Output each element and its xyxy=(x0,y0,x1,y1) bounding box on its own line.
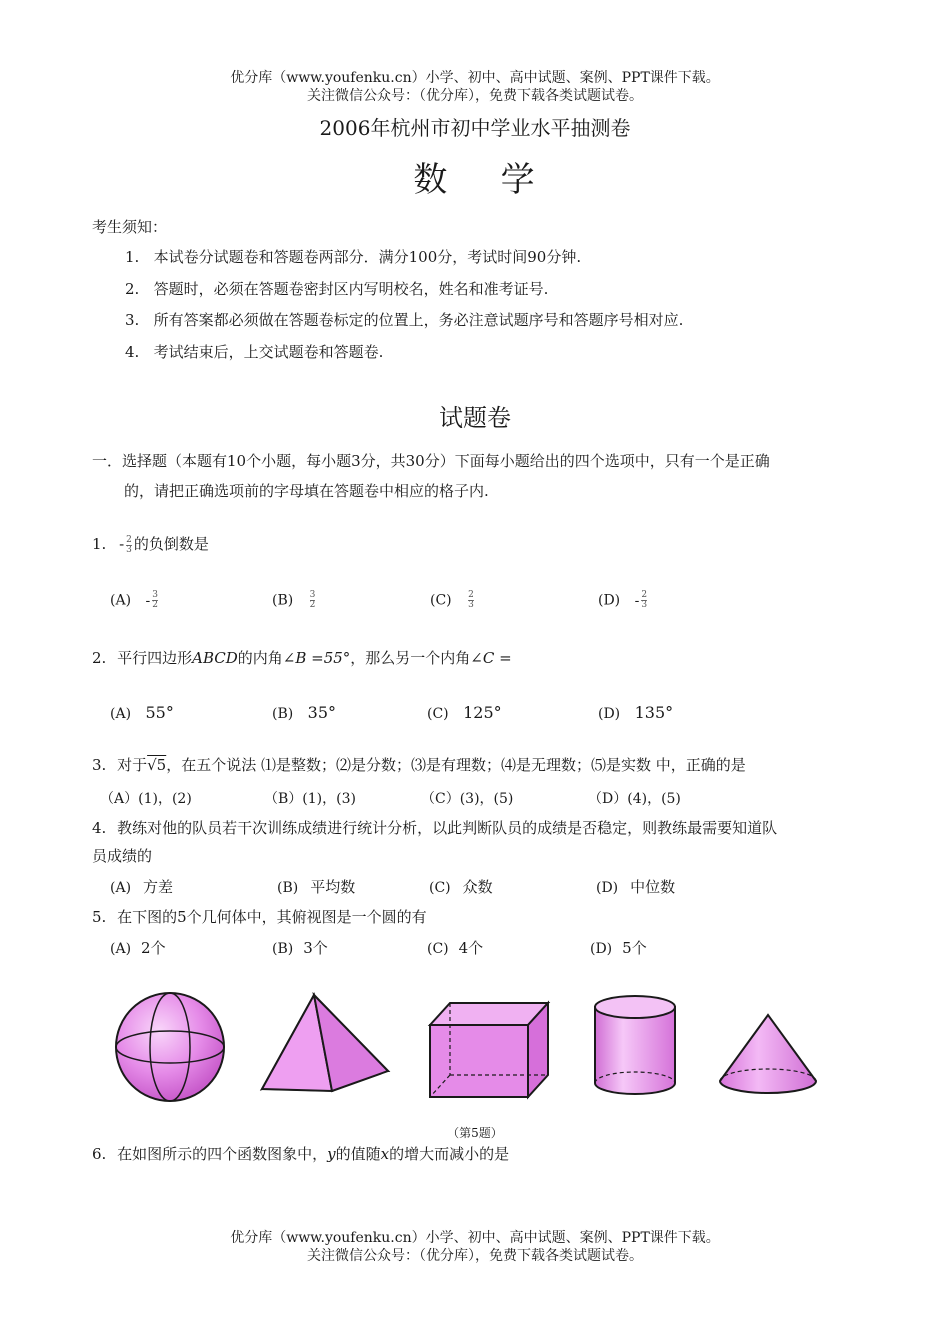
question-4-line2: 员成绩的 xyxy=(92,847,153,865)
q4-option-b: (B) 平均数 xyxy=(277,878,356,896)
q4-option-c: (C) 众数 xyxy=(429,878,493,896)
exam-subject: 数 学 xyxy=(413,160,537,200)
question-number: 6. xyxy=(92,1145,107,1163)
q3-option-a: （A）(1)，(2) xyxy=(100,791,192,807)
q1-option-c: (C) $\frac{2}{3}$ xyxy=(430,590,474,610)
q1-option-a: (A) - $\frac{3}{2}$ xyxy=(110,590,158,610)
q5-solids-figure xyxy=(100,985,840,1120)
cylinder-shape xyxy=(595,996,675,1094)
question-number: 5. xyxy=(92,908,107,926)
q5-option-a: (A) 2个 xyxy=(110,939,166,957)
part1-instruction-line1: 一．选择题（本题有10个小题，每小题3分，共30分）下面每小题给出的四个选项中，只有一个是正确 xyxy=(92,452,770,470)
q5-figure-caption: （第5题） xyxy=(447,1126,503,1140)
q6-var-y: y xyxy=(327,1145,336,1163)
sphere-shape xyxy=(116,993,224,1101)
notice-item: 4. 考试结束后，上交试题卷和答题卷. xyxy=(125,343,384,361)
cone-shape xyxy=(720,1015,816,1093)
cube-shape xyxy=(430,1003,548,1097)
q4-option-a: (A) 方差 xyxy=(110,878,174,896)
question-2: 2. 平行四边形ABCD的内角∠B =55°，那么另一个内角∠C = xyxy=(92,649,512,667)
header-line-1: 优分库（www.youfenku.cn）小学、初中、高中试题、案例、PPT课件下载。 xyxy=(230,70,720,86)
q1-sign: - xyxy=(119,535,125,553)
notice-item: 1. 本试卷分试题卷和答题卷两部分．满分100分，考试时间90分钟. xyxy=(125,248,582,266)
header-line-2: 关注微信公众号：（优分库），免费下载各类试题试卷。 xyxy=(307,88,643,104)
q4-option-d: (D) 中位数 xyxy=(596,878,676,896)
notice-heading: 考生须知： xyxy=(92,218,168,236)
q1-fraction: $\frac{2}{3}$ xyxy=(126,534,132,555)
q3-option-d: （D）(4)，(5) xyxy=(588,791,681,807)
q3-option-b: （B）(1)，(3) xyxy=(264,791,356,807)
question-6: 6. 在如图所示的四个函数图象中，y的值随x的增大而减小的是 xyxy=(92,1145,510,1163)
q2-shape: ABCD xyxy=(192,649,238,667)
question-number: 3. xyxy=(92,756,107,774)
q1-option-d: (D) - $\frac{2}{3}$ xyxy=(598,590,648,610)
q1-option-b: (B) $\frac{3}{2}$ xyxy=(272,590,316,610)
footer-line-1: 优分库（www.youfenku.cn）小学、初中、高中试题、案例、PPT课件下载。 xyxy=(230,1230,720,1246)
question-1 xyxy=(92,533,209,555)
q2-option-c: (C) 125° xyxy=(427,703,502,722)
q2-angle-b: ∠B =55° xyxy=(282,649,351,667)
exam-title: 2006年杭州市初中学业水平抽测卷 xyxy=(319,116,631,140)
notice-item: 3. 所有答案都必须做在答题卷标定的位置上，务必注意试题序号和答题序号相对应. xyxy=(125,311,684,329)
question-number: 2. xyxy=(92,649,107,667)
question-5: 5. 在下图的5个几何体中，其俯视图是一个圆的有 xyxy=(92,908,427,926)
question-number: 4. xyxy=(92,819,107,837)
q2-option-a: (A) 55° xyxy=(110,703,174,722)
part1-instruction-line2: 的，请把正确选项前的字母填在答题卷中相应的格子内. xyxy=(124,482,489,500)
q5-option-c: (C) 4个 xyxy=(427,939,484,957)
q1-text: 的负倒数是 xyxy=(133,535,209,553)
pyramid-shape xyxy=(262,995,388,1091)
q5-option-b: (B) 3个 xyxy=(272,939,328,957)
q2-angle-c: ∠C = xyxy=(470,649,512,667)
question-number: 1. xyxy=(92,535,107,553)
question-3: 3. 对于√5，在五个说法 ⑴是整数；⑵是分数；⑶是有理数；⑷是无理数；⑸是实数 中，正确的是 xyxy=(92,756,746,774)
q3-sqrt: √5 xyxy=(147,756,167,774)
q3-option-c: （C）(3)，(5) xyxy=(421,791,514,807)
section-title: 试题卷 xyxy=(439,404,511,432)
q5-option-d: (D) 5个 xyxy=(590,939,647,957)
q6-var-x: x xyxy=(380,1145,390,1163)
q2-option-d: (D) 135° xyxy=(598,703,674,722)
notice-item: 2. 答题时，必须在答题卷密封区内写明校名，姓名和准考证号. xyxy=(125,280,549,298)
question-4: 4. 教练对他的队员若干次训练成绩进行统计分析，以此判断队员的成绩是否稳定，则教练最需要知道队 xyxy=(92,819,778,837)
q2-option-b: (B) 35° xyxy=(272,703,337,722)
footer-line-2: 关注微信公众号：（优分库），免费下载各类试题试卷。 xyxy=(307,1248,643,1264)
